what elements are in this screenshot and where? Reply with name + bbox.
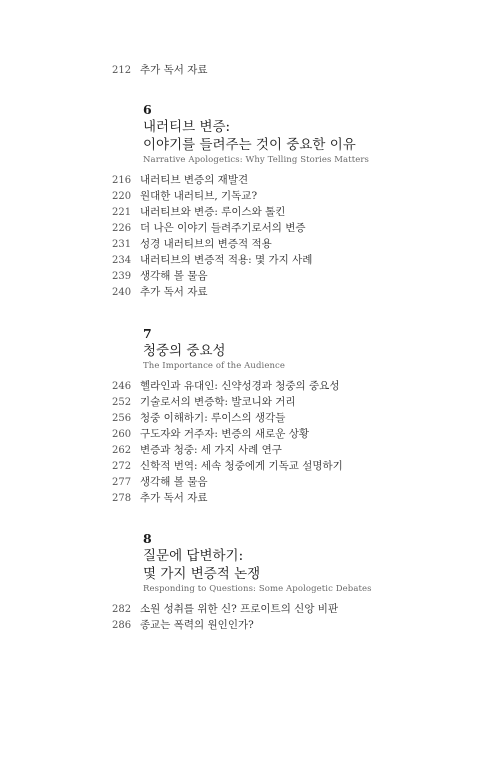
toc-entry	[112, 204, 285, 220]
entry-label: 원대한 내러티브, 기독교?	[140, 190, 258, 202]
page-number: 216	[112, 175, 132, 186]
chapter-title-line2: 이야기를 들려주는 것이 중요한 이유	[143, 137, 356, 153]
page-number: 220	[112, 191, 132, 202]
entry-label: 헬라인과 유대인: 신약성경과 청중의 중요성	[140, 380, 340, 392]
chapter-subtitle: Narrative Apologetics: Why Telling Stories Matters	[143, 155, 370, 165]
page-number: 256	[112, 413, 132, 424]
entry-label: 생각해 볼 물음	[140, 476, 208, 488]
chapter-title-line2: 몇 가지 변증적 논쟁	[143, 566, 261, 582]
page-number: 277	[112, 477, 132, 488]
page-number: 282	[112, 604, 132, 615]
chapter-number: 8	[143, 531, 152, 546]
entry-label: 내러티브 변증의 재발견	[140, 174, 249, 186]
toc-entry	[112, 220, 306, 236]
chapter-title-line1: 질문에 답변하기:	[143, 548, 244, 564]
entry-label: 구도자와 거주자: 변증의 새로운 상황	[140, 428, 310, 440]
toc-entry	[112, 284, 208, 300]
chapter-subtitle: Responding to Questions: Some Apologetic Debates	[143, 584, 372, 594]
page-number: 260	[112, 429, 132, 440]
entry-label: 변증과 청중: 세 가지 사례 연구	[140, 444, 282, 456]
page-number: 226	[112, 223, 132, 234]
chapter-number: 6	[143, 102, 152, 117]
page-number: 239	[112, 271, 132, 282]
toc-entry	[112, 617, 254, 633]
toc-entry	[112, 236, 272, 252]
toc-entry	[112, 458, 343, 474]
entry-label: 성경 내러티브의 변증적 적용	[140, 238, 272, 250]
page-number: 252	[112, 397, 132, 408]
chapter-subtitle: The Importance of the Audience	[143, 361, 286, 371]
toc-entry	[112, 410, 285, 426]
entry-label: 기술로서의 변증학: 발코니와 거리	[140, 396, 296, 408]
page-number: 212	[112, 65, 132, 76]
entry-label: 생각해 볼 물음	[140, 270, 208, 282]
page-number: 278	[112, 493, 132, 504]
toc-entry	[112, 172, 248, 188]
entry-label: 추가 독서 자료	[140, 492, 208, 504]
page-number: 240	[112, 287, 132, 298]
toc-entry	[112, 394, 296, 410]
toc-entry	[112, 426, 309, 442]
entry-label: 추가 독서 자료	[140, 286, 208, 298]
entry-label: 소원 성취를 위한 신? 프로이트의 신앙 비판	[140, 603, 339, 615]
page-number: 286	[112, 620, 132, 631]
page-number: 231	[112, 239, 132, 250]
entry-label: 신학적 번역: 세속 청중에게 기독교 설명하기	[140, 460, 343, 472]
page-number: 262	[112, 445, 132, 456]
toc-entry	[112, 378, 339, 394]
entry-label: 종교는 폭력의 원인인가?	[140, 619, 254, 631]
toc-entry	[112, 442, 282, 458]
toc-entry	[112, 252, 312, 268]
entry-label: 내러티브의 변증적 적용: 몇 가지 사례	[140, 254, 313, 266]
toc-entry	[112, 474, 208, 490]
entry-label: 더 나은 이야기 들려주기로서의 변증	[140, 222, 306, 234]
chapter-title-line1: 내러티브 변증:	[143, 119, 231, 135]
toc-entry	[112, 268, 208, 284]
page-number: 234	[112, 255, 132, 266]
entry-label: 내러티브와 변증: 루이스와 톨킨	[140, 206, 286, 218]
page-number: 246	[112, 381, 132, 392]
page-number: 221	[112, 207, 132, 218]
toc-entry	[112, 62, 208, 78]
entry-label: 추가 독서 자료	[140, 64, 208, 76]
toc-entry	[112, 601, 338, 617]
entry-label: 청중 이해하기: 루이스의 생각들	[140, 412, 286, 424]
toc-entry	[112, 490, 208, 506]
chapter-title-line1: 청중의 중요성	[143, 343, 226, 359]
page-number: 272	[112, 461, 132, 472]
chapter-number: 7	[143, 326, 152, 341]
toc-entry	[112, 188, 257, 204]
